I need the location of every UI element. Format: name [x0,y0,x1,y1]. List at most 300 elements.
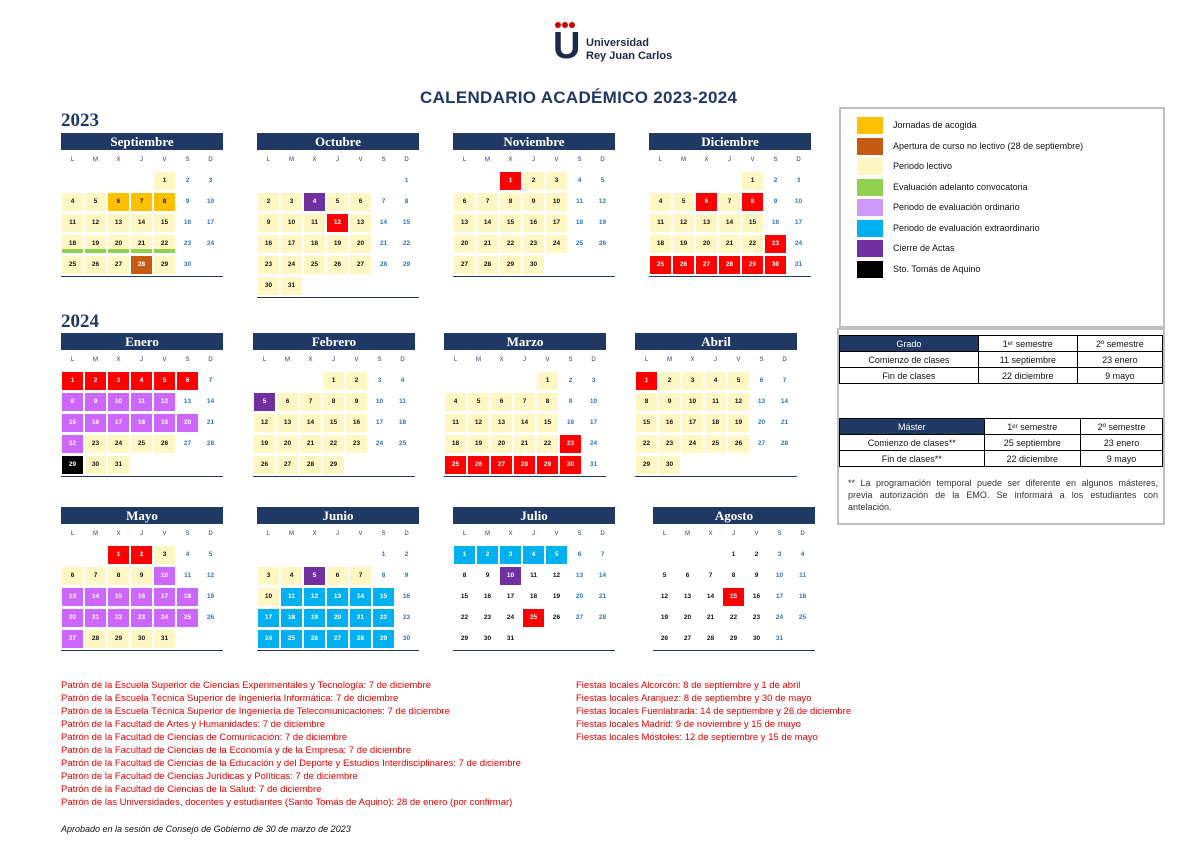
day-cell: 18 [798,593,807,600]
day-cell: 9 [659,393,680,411]
day-cell: 9 [754,572,759,579]
month-octubre [257,133,419,298]
day-cell: 27 [62,630,83,648]
day-cell: 24 [546,235,567,253]
master-header: Máster [840,419,985,435]
day-cell: 31 [154,630,175,648]
day-cell: 13 [454,214,475,232]
day-cell: 16 [402,593,411,600]
day-cell: 17 [281,235,302,253]
day-cell: 27 [575,614,584,621]
day-cell: 27 [491,456,512,474]
month-agosto [653,507,815,651]
grado-sem1: 1ᵉʳ semestre [978,336,1077,352]
day-cell: 2 [523,172,544,190]
patron-item: Patrón de la Facultad de Ciencias de la Salud: 7 de diciembre [61,784,322,795]
legend-item [857,158,1157,178]
weekday-label: D [591,357,596,363]
day-cell: 14 [780,398,789,405]
empty-cell [696,172,717,190]
empty-cell [62,546,83,564]
day-cell: 24 [375,440,384,447]
day-cell: 24 [682,435,703,453]
day-cell: 11 [445,414,466,432]
day-cell: 8 [323,393,344,411]
day-cell: 27 [683,635,692,642]
grado-sem2: 2º semestre [1077,336,1162,352]
day-cell: 18 [445,435,466,453]
weekday-label: J [532,531,535,537]
legend-label: Evaluación adelanto convocatoria [893,181,1028,192]
day-cell: 28 [131,256,152,274]
day-cell: 14 [131,214,152,232]
day-cell: 12 [154,393,175,411]
day-cell: 16 [131,588,152,606]
weekday-label: S [185,157,190,163]
weekday-label: J [336,531,339,537]
grado-r1-label: Comienzo de clases [840,352,979,368]
day-cell: 25 [281,630,302,648]
day-cell: 5 [673,193,694,211]
day-cell: 26 [728,435,749,453]
day-cell: 12 [728,393,749,411]
legend-label: Periodo lectivo [893,161,953,171]
day-cell: 15 [108,588,129,606]
day-cell: 27 [108,256,129,274]
day-cell: 7 [708,572,713,579]
empty-cell [719,172,740,190]
empty-cell [304,172,325,190]
weekday-label: L [70,157,75,163]
day-cell: 20 [454,235,475,253]
weekday-label: J [332,357,335,363]
legend-item [857,199,1157,219]
day-cell: 4 [577,177,582,184]
day-cell: 4 [650,193,671,211]
grado-r1-v1: 11 septiembre [978,352,1077,368]
day-cell: 22 [729,614,738,621]
month-enero [61,333,223,477]
day-cell: 16 [183,219,192,226]
day-cell: 21 [514,435,535,453]
day-cell: 11 [184,572,191,579]
weekday-label: J [140,357,143,363]
day-cell: 30 [523,256,544,274]
weekday-label: X [508,157,513,163]
day-cell: 15 [742,214,763,232]
weekday-label: M [667,357,672,363]
weekday-label: M [485,531,490,537]
day-cell: 11 [576,198,583,205]
day-cell: 9 [523,193,544,211]
day-cell: 28 [598,614,607,621]
day-cell: 3 [154,546,175,564]
day-cell: 24 [794,240,803,247]
day-cell: 22 [742,235,763,253]
weekday-label: S [568,357,573,363]
day-cell: 25 [705,435,726,453]
day-cell: 16 [771,219,780,226]
weekday-label: S [577,531,582,537]
empty-cell [327,172,348,190]
master-r1-v2: 23 enero [1080,435,1162,451]
fiesta-item: Fiestas locales Madrid: 9 de noviembre y 15 de mayo [576,719,801,730]
weekday-label: X [312,531,317,537]
day-cell: 11 [304,214,325,232]
grado-table [839,335,1163,384]
year-2023: 2023 [61,110,99,131]
master-r1-label: Comienzo de clases** [840,435,985,451]
day-cell: 29 [62,456,83,474]
day-cell: 15 [154,214,175,232]
empty-cell [108,172,129,190]
day-cell: 5 [662,572,667,579]
master-r2-v1: 22 diciembre [984,451,1080,467]
day-cell: 31 [794,261,803,268]
day-cell: 2 [754,551,759,558]
day-cell: 16 [258,235,279,253]
day-cell: 30 [85,456,106,474]
weekday-label: X [308,357,313,363]
day-cell: 1 [404,177,409,184]
day-cell: 5 [85,193,106,211]
day-cell: 17 [775,593,784,600]
grado-r1-v2: 23 enero [1077,352,1162,368]
day-cell: 4 [705,372,726,390]
day-cell: 24 [108,435,129,453]
day-cell: 14 [350,588,371,606]
day-cell: 29 [729,635,738,642]
weekday-label: L [266,531,271,537]
day-cell: 29 [460,635,469,642]
day-cell: 26 [206,614,215,621]
day-cell: 30 [483,635,492,642]
day-cell: 10 [108,393,129,411]
weekday-label: V [358,157,363,163]
day-cell: 25 [650,256,671,274]
day-cell: 16 [346,414,367,432]
empty-cell [677,546,698,564]
day-cell: 19 [660,614,669,621]
day-cell: 23 [346,435,367,453]
empty-cell [514,372,535,390]
day-cell: 6 [577,551,582,558]
day-cell: 27 [327,630,348,648]
day-cell: 12 [206,572,215,579]
day-cell: 24 [281,256,302,274]
day-cell: 2 [185,177,190,184]
day-cell: 7 [131,193,152,211]
day-cell: 19 [728,414,749,432]
master-sem1: 1ᵉʳ semestre [984,419,1080,435]
weekday-label: M [93,157,98,163]
legend-label: Jornadas de acogida [893,120,977,130]
weekday-label: L [453,357,458,363]
weekday-label: S [773,157,778,163]
day-cell: 18 [131,414,152,432]
day-cell: 12 [552,572,561,579]
legend-item [857,261,1157,281]
day-cell: 9 [773,198,778,205]
day-cell: 4 [281,567,302,585]
weekday-label: D [600,531,605,537]
day-cell: 28 [85,630,106,648]
day-cell: 16 [483,593,492,600]
fiestas-list [576,679,851,744]
day-cell: 19 [468,435,489,453]
day-cell: 4 [800,551,805,558]
day-cell: 26 [552,614,561,621]
day-cell: 18 [575,219,584,226]
day-cell: 10 [500,567,521,585]
day-cell: 20 [696,235,717,253]
weekday-label: L [658,157,663,163]
legend-item [857,117,1157,137]
day-cell: 15 [323,414,344,432]
day-cell: 19 [85,235,106,253]
empty-cell [281,172,302,190]
weekday-label: S [381,157,386,163]
day-cell: 4 [185,551,190,558]
legend-item [857,240,1157,260]
day-cell: 10 [206,198,215,205]
day-cell: 22 [323,435,344,453]
day-cell: 13 [327,588,348,606]
legend-item [857,138,1157,158]
day-cell: 8 [500,193,521,211]
day-cell: 28 [206,440,215,447]
day-cell: 7 [381,198,386,205]
day-cell: 15 [62,414,83,432]
day-cell: 4 [62,193,83,211]
day-cell: 26 [85,256,106,274]
master-table [839,418,1163,467]
empty-cell [350,546,371,564]
day-cell: 30 [560,456,581,474]
day-cell: 26 [468,456,489,474]
day-cell: 23 [131,609,152,627]
day-cell: 20 [683,614,692,621]
day-cell: 25 [523,609,544,627]
day-cell: 21 [350,609,371,627]
day-cell: 26 [327,256,348,274]
day-cell: 28 [300,456,321,474]
day-cell: 31 [108,456,129,474]
weekday-label: L [644,357,649,363]
day-cell: 18 [281,609,302,627]
day-cell: 19 [254,435,275,453]
day-cell: 18 [650,235,671,253]
weekday-label: V [354,357,359,363]
day-cell: 11 [131,393,152,411]
empty-cell [300,372,321,390]
day-cell: 19 [206,593,215,600]
day-cell: 15 [636,414,657,432]
patron-item: Patrón de la Escuela Técnica Superior de Ingeniería de Telecomunicaciones: 7 de diciembre [61,706,450,717]
day-cell: 13 [350,214,371,232]
weekday-label: X [690,357,695,363]
day-cell: 10 [589,398,598,405]
day-cell: 13 [696,214,717,232]
legend-label: Sto. Tomás de Aquino [893,263,981,274]
day-cell: 20 [327,609,348,627]
empty-cell [477,172,498,190]
legend-swatch [857,179,883,196]
empty-cell [650,172,671,190]
month-title: Octubre [257,133,419,150]
weekday-label: M [476,357,481,363]
day-cell: 2 [404,551,409,558]
day-cell: 31 [589,461,598,468]
day-cell: 3 [546,172,567,190]
day-cell: 11 [799,572,806,579]
day-cell: 5 [468,393,489,411]
day-cell: 18 [529,593,538,600]
day-cell: 6 [491,393,512,411]
day-cell: 8 [537,393,558,411]
month-title: Junio [257,507,419,524]
weekday-label: D [800,531,805,537]
day-cell: 30 [131,630,152,648]
logo-line2: Rey Juan Carlos [586,50,673,62]
month-diciembre [649,133,811,277]
year-2024: 2024 [61,311,99,332]
day-cell: 1 [454,546,475,564]
empty-cell [254,372,275,390]
day-cell: 8 [62,393,83,411]
day-cell: 12 [598,198,607,205]
weekday-label: D [404,157,409,163]
grado-r2-label: Fin de clases [840,368,979,384]
day-cell: 6 [177,372,198,390]
month-title: Septiembre [61,133,223,150]
day-cell: 26 [304,630,325,648]
weekday-label: L [462,157,467,163]
weekday-label: D [208,357,213,363]
weekday-label: S [377,357,382,363]
day-cell: 2 [131,546,152,564]
day-cell: 14 [706,593,715,600]
day-cell: 17 [546,214,567,232]
logo-u-icon: U [553,25,581,67]
day-cell: 16 [523,214,544,232]
weekday-label: S [759,357,764,363]
month-mayo [61,507,223,651]
day-cell: 22 [154,235,175,253]
day-cell: 2 [85,372,106,390]
weekday-label: J [728,157,731,163]
day-cell: 2 [659,372,680,390]
empty-cell [281,546,302,564]
weekday-label: M [93,531,98,537]
day-cell: 20 [62,609,83,627]
weekday-label: V [554,531,559,537]
day-cell: 6 [62,567,83,585]
day-cell: 3 [682,372,703,390]
day-cell: 5 [154,372,175,390]
weekday-label: J [140,157,143,163]
day-cell: 9 [185,198,190,205]
day-cell: 29 [537,456,558,474]
month-title: Febrero [253,333,415,350]
weekday-label: J [523,357,526,363]
weekday-label: J [732,531,735,537]
day-cell: 15 [500,214,521,232]
legend-label: Periodo de evaluación ordinario [893,202,1020,212]
day-cell: 8 [742,193,763,211]
day-cell: 20 [177,414,198,432]
day-cell: 1 [500,172,521,190]
empty-cell [304,546,325,564]
day-cell: 14 [477,214,498,232]
day-cell: 6 [696,193,717,211]
empty-cell [491,372,512,390]
weekday-label: V [545,357,550,363]
patron-item: Patrón de la Escuela Técnica Superior de Ingeniería Informática: 7 de diciembre [61,693,399,704]
day-cell: 28 [706,635,715,642]
month-title: Enero [61,333,223,350]
grado-r2-v1: 22 diciembre [978,368,1077,384]
fiesta-item: Fiestas locales Alcorcón: 8 de septiembre y 1 de abril [576,680,801,691]
empty-cell [673,172,694,190]
day-cell: 27 [454,256,475,274]
day-cell: 5 [304,567,325,585]
legend-box [839,107,1165,328]
day-cell: 21 [780,419,789,426]
day-cell: 7 [782,377,787,384]
day-cell: 21 [206,419,215,426]
day-cell: 23 [402,614,411,621]
weekday-label: V [754,531,759,537]
month-marzo [444,333,606,477]
weekday-label: X [708,531,713,537]
month-julio [453,507,615,651]
day-cell: 21 [477,235,498,253]
master-note: ** La programación temporal puede ser diferente en algunos másteres, previa autorización de la EMO. Se informará a los estudiantes con antelación. [848,478,1158,512]
legend-item [857,220,1157,240]
day-cell: 17 [108,414,129,432]
day-cell: 14 [85,588,106,606]
day-cell: 6 [454,193,475,211]
day-cell: 14 [379,219,388,226]
month-abril [635,333,797,477]
day-cell: 17 [506,593,515,600]
day-cell: 1 [323,372,344,390]
weekday-label: D [404,531,409,537]
day-cell: 28 [350,630,371,648]
master-r2-v2: 9 mayo [1080,451,1162,467]
weekday-label: V [750,157,755,163]
day-cell: 23 [560,435,581,453]
weekday-label: L [70,531,75,537]
day-cell: 30 [258,277,279,295]
empty-cell [258,546,279,564]
master-r2-label: Fin de clases** [840,451,985,467]
day-cell: 23 [752,614,761,621]
day-cell: 10 [546,193,567,211]
day-cell: 27 [350,256,371,274]
weekday-label: J [532,157,535,163]
day-cell: 17 [206,219,215,226]
day-cell: 8 [636,393,657,411]
weekday-label: M [289,531,294,537]
day-cell: 22 [62,435,83,453]
legend-swatch [857,199,883,216]
logo-line1: Universidad [586,37,649,49]
weekday-label: V [736,357,741,363]
day-cell: 9 [568,398,573,405]
day-cell: 7 [300,393,321,411]
